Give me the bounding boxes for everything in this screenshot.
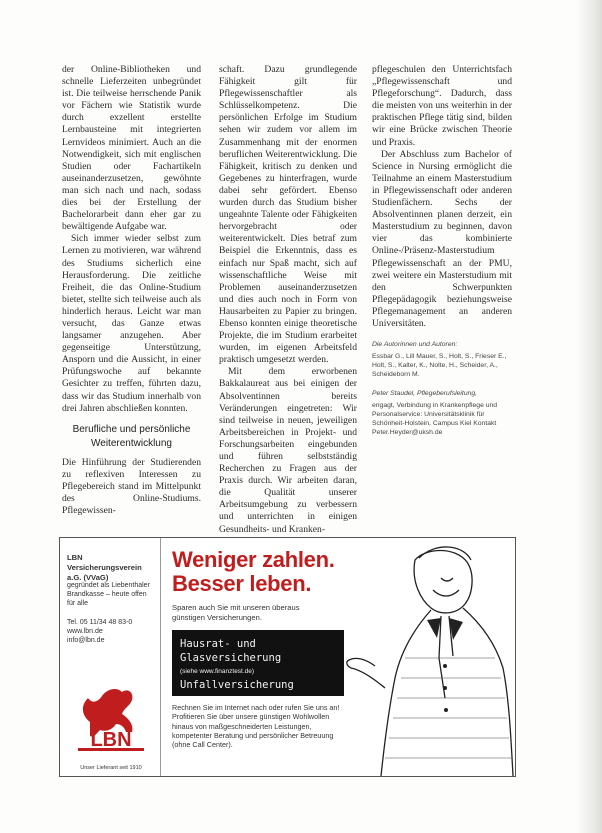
section-heading: Berufliche und persönliche Weiterentwicklung [72,423,191,449]
paragraph: pflegeschulen den Unterrichtsfach „Pflegewissenschaft und Pflegeforschung“. Dadurch, dass die meisten von uns weiterhin in der praktischen Pflege tätig sind, bilden wir eine Brücke zwischen Theorie und Praxis. [372,64,512,148]
ad-email: info@lbn.de [67,637,105,644]
product-note: (siehe www.finanztest.de) [180,668,255,675]
paragraph: Die Hinführung der Studierenden zu reflexiven Interessen zu Pflegebereich stand im Mittelpunkt des Online-Studiums. Pflegewissen- [62,456,201,517]
author-info [372,340,512,437]
authors-label: Die Autorinnen und Autoren: [372,341,458,349]
ad-since: Unser Lieferant seit 1910 [80,765,142,771]
product-line: Hausrat- und [180,638,256,650]
paragraph: Sich immer wieder selbst zum Lernen zu motivieren, war während des Studiums sicherlich eine Herausforderung. Die zeitliche Freiheit, die das Online-Studium bietet, stellte sich teilweise auch als hinderlich heraus. Leicht war man versucht, das Ganze etwas langsamer anzugehen. Aber gegenseitige Unterstützung, Ansporn und die Aussicht, in einer Prüfungswoche auf bekannte Gesichter zu treffen, führten dazu, dass wir das Studium innerhalb von drei Jahren abschließen konnten. [62,233,201,414]
ad-phone: Tel. 05 11/34 48 83-0 [67,619,133,626]
product-line: Unfallversicherung [180,679,294,691]
svg-text:LBN: LBN [90,729,132,751]
lbn-horse-logo-icon [72,678,150,764]
ad-website: www.lbn.de [67,628,103,635]
ad-headline-1: Weniger zahlen. [172,547,335,572]
man-illustration-icon [345,538,515,776]
ad-headline-2: Besser leben. [172,571,312,596]
text-column-2 [219,64,357,536]
ad-sidebar [60,538,161,776]
text-column-3 [372,64,512,437]
paragraph: Mit dem erworbenen Bakkalaureat aus bei einigen der Absolventinnen bereits Veränderungen eingetreten: Wir sind teilweise in neuen, jeweiligen Arbeitsbereichen in Projekt- und Forschungsarbeiten eingebunden und führen selbstständig Recherchen zu Fragen aus der Praxis durch. Wir arbeiten daran, die Qualität unserer Arbeitsumgebung zu verbessern und unterrichten in einigen Gesundheits- und Kranken- [219,366,357,535]
ad-subtext: Sparen auch Sie mit unseren überaus günstigen Versicherungen. [172,603,300,622]
ad-main [172,538,372,776]
ad-body-text: Rechnen Sie im Internet nach oder rufen Sie uns an! Profitieren Sie über unsere günstigen Wohlwollen hinaus von maßgeschneiderten Leistungen, kompetenter Beratung und persönlicher Betreuung (ohne Call Center). [172,703,340,750]
ad-product-box [172,630,344,696]
contact-label: Peter Staudel, Pflegeberufsleitung, [372,390,478,398]
advertisement [59,537,516,777]
page-edge-shadow [576,0,602,833]
authors-list: Essbar G., Lill Mauer, S., Holt, S., Frieser E., Holt, S., Kalter, K., Nolte, H., Scheider, A., Scheideborn M. [372,353,507,379]
ad-contact [67,618,155,645]
paragraph: der Online-Bibliotheken und schnelle Lieferzeiten unbegründet ist. Die teilweise herrschende Panik vor Fächern wie Statistik wurde durch exzellent erstellte Lernbausteine mit integrierten Lernvideos minimiert. Auch an die Notwendigkeit, sich mit englischen Studien oder Fachartikeln auseinanderzusetzen, gewöhnte man sich nach und nach, sodass dies bei der Erstellung der Bachelorarbeit dann eher gar zu bewältigende Aufgabe war. [62,64,201,233]
paragraph: Der Abschluss zum Bachelor of Science in Nursing ermöglicht die Teilnahme an einem Masterstudium in Pflegewissenschaft oder anderen Studienfächern. Sechs der Absolventinnen planen derzeit, ein Masterstudium zu beginnen, davon vier das kombinierte Online-/Präsenz-Masterstudium Pflegewissenschaft an der PMU, zwei weitere ein Masterstudium mit den Schwerpunkten Pflegepädagogik beziehungsweise Pflegemanagement an anderen Universitäten. [372,148,512,329]
paragraph: schaft. Dazu grundlegende Fähigkeit gilt für Pflegewissenschaftler als Schlüsselkompetenz. Die persönlichen Erfolge im Studium sehen wir zudem vor allem im Zusammenhang mit der enormen beruflichen Weiterentwicklung. Die Fähigkeit, kritisch zu denken und Gegebenes zu hinterfragen, wurde dabei sehr gefördert. Ebenso wurden durch das Studium bisher ungeahnte Talente oder Fähigkeiten hervorgebracht oder weiterentwickelt. Dies betraf zum Beispiel die Erkenntnis, dass es einfach nur Spaß macht, sich auf wissenschaftliche Weise mit Problemen auseinanderzusetzen und dies auch noch in Form von Hausarbeiten zu Papier zu bringen. Ebenso konnten einige theoretische Projekte, die im Studium erarbeitet wurden, im eigenen Arbeitsfeld praktisch umgesetzt werden. [219,64,357,366]
product-line: Glasversicherung [180,652,282,664]
contact-info: engagt, Verbindung in Krankenpflege und Personalservice: Universitätsklinik für Schönheit-Holstein, Campus Kiel Kontakt Peter.Heyder@uksh.de [372,402,498,437]
text-column-1 [62,64,201,517]
ad-org-name: LBN Versicherungsverein a.G. (VVaG) [67,553,142,582]
ad-tagline: gegründet als Liebenthaler Brandkasse – heute offen für alle [67,582,150,607]
